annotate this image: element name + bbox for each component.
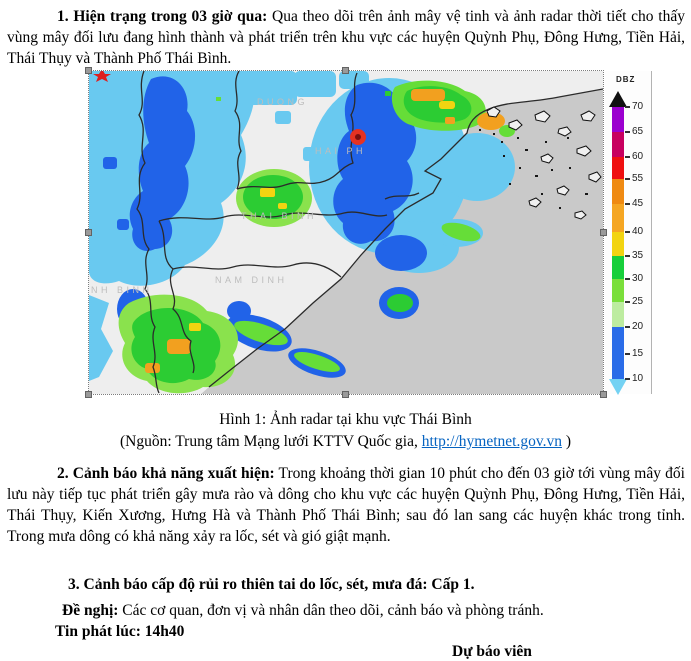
- colorbar-tick-label: 35: [632, 250, 644, 261]
- colorbar-tick: [625, 353, 630, 355]
- colorbar-tick-label: 10: [632, 373, 644, 384]
- colorbar-segment: [612, 256, 624, 279]
- label-thai-binh: THAI BINH: [241, 211, 318, 221]
- hymetnet-link[interactable]: http://hymetnet.gov.vn: [421, 433, 562, 450]
- figure-source-prefix: (Nguồn: Trung tâm Mạng lưới KTTV Quốc gia,: [119, 433, 422, 450]
- selection-handle-middle-right[interactable]: [600, 229, 607, 236]
- forecaster-signature-text: Dự báo viên: [452, 643, 532, 660]
- paragraph-1-body: Qua theo dõi trên ảnh mây vệ tinh và ảnh radar thời tiết cho thấy vùng mây đối lưu đang hình thành và phát triển trên khu vực các huyện Quỳnh Phụ, Đông Hưng, Tiền Hải, Thái Thụy và Thành Phố Thái Bình.: [7, 8, 685, 67]
- selection-handle-top-left[interactable]: [85, 67, 92, 74]
- colorbar-segment: [612, 157, 624, 179]
- colorbar-tick-label: 70: [632, 101, 644, 112]
- paragraph-2-body: Trong khoảng thời gian 10 phút cho đến 03 giờ tới vùng mây đối lưu này tiếp tục phát triển gây mưa rào và dông cho khu vực các huyện Quỳnh Phụ, Đông Hưng, Tiền Hải, Thái Thụy, Kiến Xương, Hưng Hà và Thành Phố Thái Bình; sau đó lan sang các huyện khác trong tỉnh. Trong mưa dông có khả năng xảy ra lốc, sét và gió giật mạnh.: [7, 465, 685, 545]
- label-hai-duong: DUONG: [257, 97, 308, 107]
- colorbar-title: DBZ: [616, 75, 636, 84]
- colorbar-tick: [625, 203, 630, 205]
- paragraph-recommendation: [62, 600, 682, 621]
- selection-handle-top-middle[interactable]: [342, 67, 349, 74]
- paragraph-4-body: Các cơ quan, đơn vị và nhân dân theo dõi, cảnh báo và phòng tránh.: [118, 602, 544, 619]
- colorbar-tick: [625, 378, 630, 380]
- colorbar-tick: [625, 178, 630, 180]
- forecaster-signature-partial: [452, 643, 532, 661]
- colorbar-segment: [612, 327, 624, 379]
- radar-station-marker: [350, 129, 366, 145]
- paragraph-risk-level: [68, 574, 678, 595]
- colorbar-segment: [612, 302, 624, 327]
- paragraph-4-heading: Đề nghị:: [62, 602, 119, 619]
- label-hai-phong: HAI PH: [315, 146, 367, 156]
- colorbar-tick: [625, 106, 630, 108]
- colorbar-tick: [625, 156, 630, 158]
- paragraph-2-heading: 2. Cảnh báo khả năng xuất hiện:: [57, 465, 275, 482]
- colorbar-segment: [612, 179, 624, 204]
- colorbar-tick-label: 65: [632, 126, 644, 137]
- colorbar-panel: [605, 71, 652, 394]
- colorbar-tick-label: 60: [632, 151, 644, 162]
- issue-time-text: Tin phát lúc: 14h40: [55, 623, 185, 640]
- colorbar-tick: [625, 255, 630, 257]
- paragraph-3-text: 3. Cảnh báo cấp độ rủi ro thiên tai do lốc, sét, mưa đá: Cấp 1.: [68, 576, 475, 593]
- colorbar-tick-label: 45: [632, 198, 644, 209]
- colorbar-tick-label: 20: [632, 321, 644, 332]
- figure-source-suffix: ): [561, 433, 572, 450]
- issue-time: [55, 621, 455, 642]
- figure-caption-text: Hình 1: Ảnh radar tại khu vực Thái Bình: [219, 411, 472, 428]
- colorbar-segment: [612, 279, 624, 302]
- colorbar-tick-label: 30: [632, 273, 644, 284]
- colorbar-segment: [612, 107, 624, 132]
- colorbar-tick-label: 25: [632, 296, 644, 307]
- colorbar-segment: [612, 232, 624, 256]
- figure-source: [0, 431, 691, 452]
- colorbar-tick: [625, 231, 630, 233]
- selection-handle-bottom-right[interactable]: [600, 391, 607, 398]
- radar-image[interactable]: [88, 70, 644, 395]
- colorbar-tick: [625, 131, 630, 133]
- figure-caption: [0, 409, 691, 430]
- colorbar-top-arrow: [609, 91, 627, 107]
- colorbar-segment: [612, 132, 624, 157]
- label-ninh-binh: NH BINH: [91, 285, 153, 295]
- colorbar-tick: [625, 301, 630, 303]
- colorbar-tick-label: 55: [632, 173, 644, 184]
- colorbar-tick: [625, 326, 630, 328]
- paragraph-warning: [7, 463, 685, 547]
- colorbar-segment: [612, 204, 624, 232]
- colorbar-tick-label: 15: [632, 348, 644, 359]
- paragraph-current-status: [7, 6, 685, 69]
- selection-handle-bottom-left[interactable]: [85, 391, 92, 398]
- label-nam-dinh: NAM DINH: [215, 275, 288, 285]
- selection-handle-middle-left[interactable]: [85, 229, 92, 236]
- paragraph-1-heading: 1. Hiện trạng trong 03 giờ qua:: [57, 8, 268, 25]
- colorbar-bottom-arrow: [609, 379, 627, 395]
- colorbar-tick: [625, 278, 630, 280]
- selection-handle-bottom-middle[interactable]: [342, 391, 349, 398]
- colorbar-tick-label: 40: [632, 226, 644, 237]
- radar-map-graphic: [89, 71, 603, 394]
